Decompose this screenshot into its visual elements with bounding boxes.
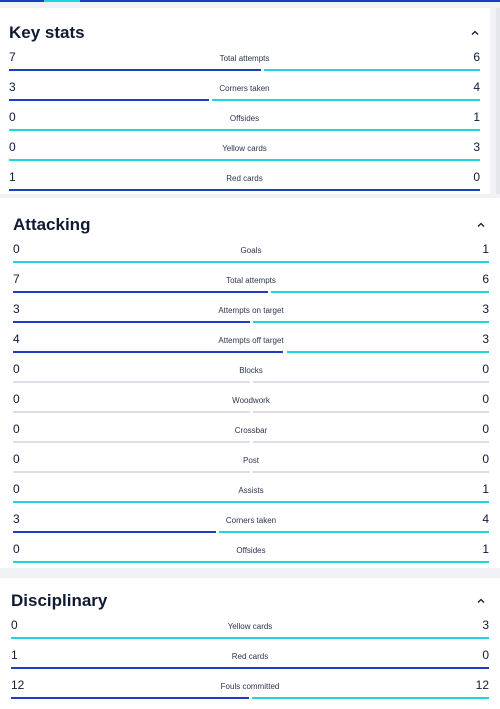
home-value: 0 (13, 242, 20, 256)
away-value: 1 (473, 110, 480, 124)
home-value: 3 (13, 302, 20, 316)
stat-label: Corners taken (219, 84, 270, 93)
home-value: 4 (13, 332, 20, 346)
chevron-up-icon[interactable] (476, 220, 486, 230)
away-bar (212, 99, 480, 101)
home-bar (9, 99, 209, 101)
stat-row (9, 170, 480, 200)
away-value: 3 (473, 140, 480, 154)
stat-label: Fouls committed (220, 682, 280, 691)
comparison-bar (13, 291, 489, 293)
stat-row (13, 302, 489, 332)
away-value: 6 (473, 50, 480, 64)
stat-row (13, 452, 489, 482)
stat-row (13, 392, 489, 422)
comparison-bar (13, 561, 489, 563)
home-value: 7 (13, 272, 20, 286)
away-value: 3 (482, 302, 489, 316)
home-value: 0 (11, 618, 18, 632)
stat-row (9, 50, 480, 80)
away-value: 1 (482, 542, 489, 556)
home-bar-empty (13, 381, 250, 383)
home-value: 3 (9, 80, 16, 94)
key-stats-header[interactable] (9, 22, 480, 46)
away-bar-empty (253, 471, 490, 473)
away-bar (253, 321, 490, 323)
comparison-bar (13, 381, 489, 383)
comparison-bar (9, 99, 480, 101)
home-bar (11, 697, 249, 699)
stat-row (9, 110, 480, 140)
section-title: Disciplinary (11, 591, 108, 610)
away-bar (252, 697, 490, 699)
attacking-section (0, 198, 500, 568)
stat-label: Assists (238, 486, 264, 495)
comparison-bar (9, 159, 480, 161)
home-bar (9, 189, 480, 191)
comparison-bar (13, 501, 489, 503)
home-bar-empty (13, 471, 250, 473)
comparison-bar (9, 69, 480, 71)
away-bar (11, 637, 489, 639)
stat-label: Goals (240, 246, 262, 255)
home-value: 1 (9, 170, 16, 184)
stat-row (11, 648, 489, 678)
attacking-header[interactable] (13, 214, 486, 238)
chevron-up-icon[interactable] (476, 596, 486, 606)
section-title: Key stats (9, 23, 85, 42)
disciplinary-section (0, 578, 500, 709)
stat-row (13, 272, 489, 302)
key-stats-section (0, 8, 490, 194)
stat-row (13, 332, 489, 362)
stat-label: Post (242, 456, 259, 465)
comparison-bar (13, 441, 489, 443)
home-value: 0 (13, 392, 20, 406)
stat-label: Offsides (236, 546, 266, 555)
away-value: 12 (475, 678, 489, 692)
away-bar (13, 261, 489, 263)
stat-label: Blocks (239, 366, 263, 375)
away-bar (271, 291, 489, 293)
home-bar (9, 69, 261, 71)
away-value: 0 (482, 452, 489, 466)
comparison-bar (13, 471, 489, 473)
stat-label: Yellow cards (222, 144, 267, 153)
stat-label: Woodwork (232, 396, 270, 405)
stat-label: Offsides (229, 114, 260, 123)
section-title: Attacking (13, 215, 91, 234)
away-value: 4 (482, 512, 489, 526)
away-bar-empty (253, 441, 490, 443)
home-value: 12 (11, 678, 25, 692)
stat-row (9, 140, 480, 170)
active-tab-highlight (44, 0, 80, 2)
away-value: 0 (482, 362, 489, 376)
home-bar (13, 321, 250, 323)
home-bar (13, 291, 268, 293)
stat-label: Red cards (231, 652, 269, 661)
stat-row (13, 422, 489, 452)
comparison-bar (9, 129, 480, 131)
stat-row (13, 542, 489, 572)
away-value: 4 (473, 80, 480, 94)
comparison-bar (13, 351, 489, 353)
comparison-bar (13, 261, 489, 263)
top-tab-indicator (0, 0, 500, 2)
comparison-bar (11, 697, 489, 699)
home-value: 0 (13, 542, 20, 556)
disciplinary-header[interactable] (11, 590, 486, 614)
away-value: 3 (482, 618, 489, 632)
scrollbar-track[interactable] (496, 8, 500, 194)
home-value: 7 (9, 50, 16, 64)
away-bar-empty (253, 411, 490, 413)
away-bar (9, 129, 480, 131)
away-bar (219, 531, 489, 533)
home-value: 0 (13, 452, 20, 466)
away-value: 0 (473, 170, 480, 184)
stat-label: Yellow cards (227, 622, 273, 631)
stat-label: Total attempts (226, 276, 276, 285)
home-bar (13, 351, 283, 353)
stat-label: Attempts on target (218, 306, 284, 315)
stat-row (13, 362, 489, 392)
away-value: 6 (482, 272, 489, 286)
home-bar (13, 531, 216, 533)
stat-label: Corners taken (225, 516, 277, 525)
home-value: 0 (13, 422, 20, 436)
away-value: 1 (482, 242, 489, 256)
chevron-up-icon[interactable] (470, 28, 480, 38)
stat-row (13, 482, 489, 512)
away-value: 1 (482, 482, 489, 496)
away-bar (9, 159, 480, 161)
stat-row (11, 618, 489, 648)
home-value: 0 (9, 110, 16, 124)
stat-row (11, 678, 489, 708)
away-bar-empty (253, 381, 490, 383)
comparison-bar (13, 411, 489, 413)
away-bar (287, 351, 490, 353)
comparison-bar (9, 189, 480, 191)
away-value: 0 (482, 422, 489, 436)
stat-label: Red cards (226, 174, 263, 183)
comparison-bar (13, 531, 489, 533)
away-value: 0 (482, 648, 489, 662)
stat-label: Attempts off target (218, 336, 284, 345)
home-value: 0 (13, 362, 20, 376)
home-bar-empty (13, 441, 250, 443)
comparison-bar (11, 637, 489, 639)
stat-row (9, 80, 480, 110)
stat-row (13, 512, 489, 542)
away-bar (264, 69, 480, 71)
home-value: 1 (11, 648, 18, 662)
stat-label: Crossbar (234, 426, 268, 435)
stat-row (13, 242, 489, 272)
comparison-bar (13, 321, 489, 323)
comparison-bar (11, 667, 489, 669)
away-bar (13, 561, 489, 563)
home-value: 0 (13, 482, 20, 496)
away-value: 3 (482, 332, 489, 346)
home-bar-empty (13, 411, 250, 413)
stat-label: Total attempts (219, 54, 270, 63)
home-value: 0 (9, 140, 16, 154)
away-bar (13, 501, 489, 503)
home-value: 3 (13, 512, 20, 526)
away-value: 0 (482, 392, 489, 406)
home-bar (11, 667, 489, 669)
